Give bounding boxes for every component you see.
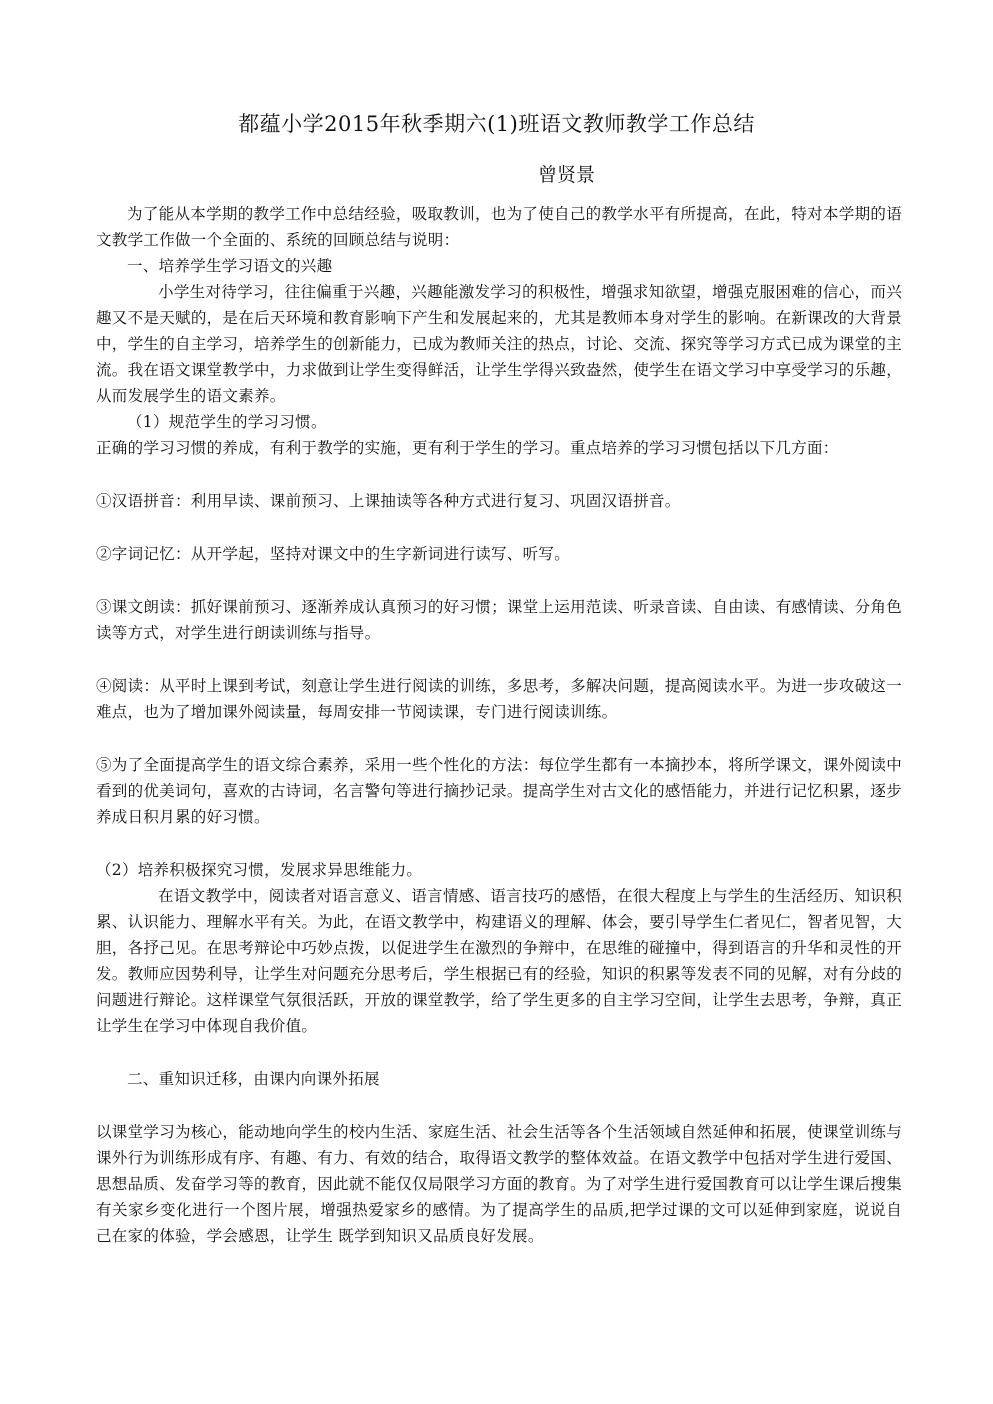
section-heading-2: 二、重知识迁移，由课内向课外拓展 — [127, 1070, 380, 1088]
intro-paragraph: 为了能从本学期的教学工作中总结经验，吸取教训，也为了使自己的教学水平有所提高，在此，特对本学期的语文教学工作做一个全面的、系统的回顾总结与说明： — [96, 205, 902, 249]
section-1-paragraph: 小学生对待学习，往往偏重于兴趣，兴趣能激发学习的积极性，增强求知欲望，增强克服困难的信心，而兴趣又不是天赋的，是在后天环境和教育影响下产生和发展起来的，尤其是教师本身对学生的影响。在新课改的大背景中，学生的自主学习，培养学生的创新能力，已成为教师关注的热点，讨论、交流、探究等学习方式已成为课堂的主流。我在语文课堂教学中，力求做到让学生变得鲜活，让学生学得兴致盎然，使学生在语文学习中享受学习的乐趣，从而发展学生的语文素养。 — [96, 283, 902, 405]
subsection-2-paragraph: 在语文教学中，阅读者对语言意义、语言情感、语言技巧的感悟，在很大程度上与学生的生活经历、知识积累、认识能力、理解水平有关。为此，在语文教学中，构建语义的理解、体会，要引导学生仁者见仁，智者见智，大胆，各抒己见。在思考辩论中巧妙点拨，以促进学生在激烈的争辩中，在思维的碰撞中，得到语言的升华和灵性的开发。教师应因势利导，让学生对问题充分思考后，学生根据已有的经验，知识的积累等发表不同的见解，对有分歧的问题进行辩论。这样课堂气氛很活跃，开放的课堂教学，给了学生更多的自主学习空间，让学生去思考，争辩，真正让学生在学习中体现自我价值。 — [96, 887, 902, 1035]
subsection-1-intro: 正确的学习习惯的养成，有利于教学的实施，更有利于学生的学习。重点培养的学习习惯包括以下几方面： — [96, 439, 839, 457]
habit-item-1: ①汉语拼音：利用早读、课前预习、上课抽读等各种方式进行复习、巩固汉语拼音。 — [96, 492, 681, 510]
section-2-paragraph: 以课堂学习为核心，能动地向学生的校内生活、家庭生活、社会生活等各个生活领域自然延伸和拓展，使课堂训练与课外行为训练形成有序、有趣、有力、有效的结合，取得语文教学的整体效益。在语文教学中包括对学生进行爱国、思想品质、发奋学习等的教育，因此就不能仅仅局限学习方面的教育。为了对学生进行爱国教育可以让学生课后搜集有关家乡变化进行一个图片展，增强热爱家乡的感情。为了提高学生的品质,把学过课的文可以延伸到家庭，说说自己在家的体验，学会感恩，让学生 既学到知识又品质良好发展。 — [96, 1123, 902, 1245]
section-heading-1: 一、培养学生学习语文的兴趣 — [127, 257, 333, 275]
habit-item-2: ②字词记忆：从开学起，坚持对课文中的生字新词进行读写、听写。 — [96, 545, 571, 563]
habit-item-3: ③课文朗读：抓好课前预习、逐渐养成认真预习的好习惯；课堂上运用范读、听录音读、自由读、有感情读、分角色读等方式，对学生进行朗读训练与指导。 — [96, 598, 902, 642]
subsection-heading-1: （1）规范学生的学习习惯。 — [127, 413, 327, 431]
habit-item-5: ⑤为了全面提高学生的语文综合素养，采用一些个性化的方法：每位学生都有一本摘抄本，将所学课文，课外阅读中看到的优美词句，喜欢的古诗词，名言警句等进行摘抄记录。提高学生对古文化的感悟能力，并进行记忆积累，逐步养成日积月累的好习惯。 — [96, 756, 902, 826]
document-body — [96, 201, 902, 1249]
document-title: 都蕴小学2015年秋季期六(1)班语文教师教学工作总结 — [238, 112, 755, 136]
subsection-heading-2: （2）培养积极探究习惯，发展求异思维能力。 — [96, 861, 423, 879]
author-name: 曾贤景 — [538, 164, 596, 186]
habit-item-4: ④阅读：从平时上课到考试，刻意让学生进行阅读的训练，多思考，多解决问题，提高阅读水平。为进一步攻破这一难点，也为了增加课外阅读量，每周安排一节阅读课，专门进行阅读训练。 — [96, 677, 902, 721]
